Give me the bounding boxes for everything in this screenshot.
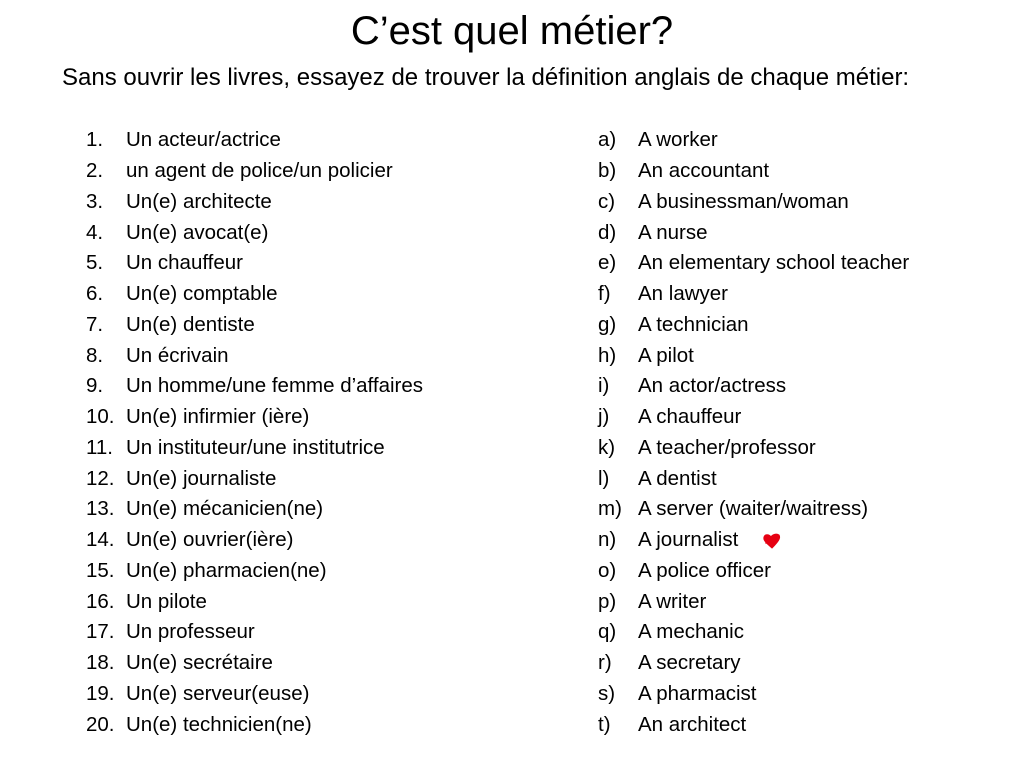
english-definition-item bbox=[598, 525, 998, 556]
english-definition-item-label: A businessman/woman bbox=[638, 189, 849, 213]
french-job-item-marker: 4. bbox=[86, 220, 104, 244]
french-job-item-marker: 15. bbox=[86, 558, 115, 582]
english-definition-item-marker: m) bbox=[598, 497, 622, 521]
english-definition-item bbox=[598, 248, 998, 279]
french-job-item-label: un agent de police/un policier bbox=[126, 159, 393, 183]
english-definition-item bbox=[598, 340, 998, 371]
english-definition-item-label: A dentist bbox=[638, 466, 717, 490]
english-definition-item-marker: a) bbox=[598, 128, 617, 152]
english-definition-item-label: A teacher/professor bbox=[638, 435, 816, 459]
french-job-item bbox=[86, 463, 566, 494]
english-definition-item bbox=[598, 310, 998, 341]
french-job-item bbox=[86, 679, 566, 710]
french-job-item-label: Un homme/une femme d’affaires bbox=[126, 374, 424, 398]
english-definition-item bbox=[598, 125, 998, 156]
french-job-item-label: Un acteur/actrice bbox=[126, 128, 281, 152]
english-definition-item-label: A pharmacist bbox=[638, 681, 757, 705]
english-definition-item-label: A technician bbox=[638, 312, 749, 336]
french-job-item-label: Un instituteur/une institutrice bbox=[126, 435, 385, 459]
english-definition-item bbox=[598, 156, 998, 187]
english-definition-item-label: A police officer bbox=[638, 558, 771, 582]
french-job-item bbox=[86, 525, 566, 556]
english-definition-item-label: An actor/actress bbox=[638, 374, 787, 398]
french-job-item bbox=[86, 340, 566, 371]
french-job-item-label: Un(e) pharmacien(ne) bbox=[126, 558, 327, 582]
french-job-item-marker: 2. bbox=[86, 159, 104, 183]
english-definition-item-label: A worker bbox=[638, 128, 718, 152]
english-definition-item-marker: k) bbox=[598, 435, 616, 459]
french-job-item-label: Un(e) comptable bbox=[126, 282, 278, 306]
english-definition-item-label: A server (waiter/waitress) bbox=[638, 497, 869, 521]
french-job-item-label: Un pilote bbox=[126, 589, 207, 613]
french-job-item-marker: 13. bbox=[86, 497, 115, 521]
french-job-item bbox=[86, 310, 566, 341]
english-definition-item-label: A pilot bbox=[638, 343, 694, 367]
english-definition-item-marker: j) bbox=[598, 405, 610, 429]
english-definition-item-marker: p) bbox=[598, 589, 617, 613]
english-definition-item bbox=[598, 371, 998, 402]
french-job-item-marker: 12. bbox=[86, 466, 115, 490]
french-job-item bbox=[86, 648, 566, 679]
english-definition-item-marker: e) bbox=[598, 251, 617, 275]
french-job-item-marker: 8. bbox=[86, 343, 104, 367]
french-job-item-marker: 7. bbox=[86, 312, 104, 336]
english-definition-item-label: An lawyer bbox=[638, 282, 729, 306]
english-definition-item-label: A writer bbox=[638, 589, 707, 613]
english-definition-item-label: An architect bbox=[638, 712, 747, 736]
french-job-item-marker: 11. bbox=[86, 435, 113, 459]
french-job-item-label: Un(e) serveur(euse) bbox=[126, 681, 310, 705]
french-job-item bbox=[86, 248, 566, 279]
french-job-item-label: Un(e) secrétaire bbox=[126, 651, 273, 675]
heart-doodle-icon bbox=[762, 532, 782, 550]
french-job-item bbox=[86, 617, 566, 648]
french-job-item-label: Un(e) infirmier (ière) bbox=[126, 405, 310, 429]
english-definition-item bbox=[598, 402, 998, 433]
english-definition-item-label: A mechanic bbox=[638, 620, 744, 644]
french-job-item bbox=[86, 586, 566, 617]
english-definition-item-label: A nurse bbox=[638, 220, 708, 244]
english-definition-item-marker: c) bbox=[598, 189, 616, 213]
english-definition-item-marker: r) bbox=[598, 651, 612, 675]
english-definition-item-label: An elementary school teacher bbox=[638, 251, 910, 275]
french-job-item bbox=[86, 433, 566, 464]
french-job-item-marker: 20. bbox=[86, 712, 115, 736]
french-job-item-marker: 10. bbox=[86, 405, 115, 429]
english-definition-item-marker: s) bbox=[598, 681, 616, 705]
english-definition-item-marker: i) bbox=[598, 374, 610, 398]
french-job-item-label: Un professeur bbox=[126, 620, 255, 644]
french-job-item-marker: 3. bbox=[86, 189, 104, 213]
english-definition-item-marker: l) bbox=[598, 466, 610, 490]
french-job-item-label: Un(e) mécanicien(ne) bbox=[126, 497, 324, 521]
french-job-item-label: Un écrivain bbox=[126, 343, 229, 367]
french-job-item-label: Un chauffeur bbox=[126, 251, 244, 275]
english-definition-item-marker: q) bbox=[598, 620, 617, 644]
english-definition-item-marker: g) bbox=[598, 312, 617, 336]
english-definition-item bbox=[598, 279, 998, 310]
french-job-item-marker: 9. bbox=[86, 374, 104, 398]
french-job-item-marker: 14. bbox=[86, 528, 115, 552]
english-definition-item-label: An accountant bbox=[638, 159, 770, 183]
english-definition-item bbox=[598, 433, 998, 464]
page-title: C’est quel métier? bbox=[350, 9, 674, 53]
french-job-item bbox=[86, 556, 566, 587]
english-definition-item-marker: t) bbox=[598, 712, 611, 736]
french-job-item-label: Un(e) technicien(ne) bbox=[126, 712, 312, 736]
french-job-list bbox=[86, 125, 566, 740]
instruction-text: Sans ouvrir les livres, essayez de trouver la définition anglais de chaque métier: bbox=[62, 64, 910, 91]
english-definition-list bbox=[598, 125, 998, 740]
french-job-item-marker: 1. bbox=[86, 128, 104, 152]
french-job-item bbox=[86, 125, 566, 156]
english-definition-item bbox=[598, 556, 998, 587]
french-job-item-marker: 17. bbox=[86, 620, 115, 644]
english-definition-item bbox=[598, 494, 998, 525]
english-definition-item bbox=[598, 709, 998, 740]
french-job-item bbox=[86, 371, 566, 402]
english-definition-item-label: A chauffeur bbox=[638, 405, 742, 429]
english-definition-item-marker: b) bbox=[598, 159, 617, 183]
english-definition-item-marker: h) bbox=[598, 343, 617, 367]
english-definition-item bbox=[598, 586, 998, 617]
french-job-item bbox=[86, 279, 566, 310]
french-job-item-marker: 6. bbox=[86, 282, 104, 306]
french-job-item-label: Un(e) ouvrier(ière) bbox=[126, 528, 294, 552]
french-job-item-marker: 16. bbox=[86, 589, 115, 613]
french-job-item bbox=[86, 217, 566, 248]
french-job-item-label: Un(e) avocat(e) bbox=[126, 220, 269, 244]
english-definition-item-marker: o) bbox=[598, 558, 617, 582]
english-definition-item-marker: f) bbox=[598, 282, 611, 306]
french-job-item-marker: 19. bbox=[86, 681, 115, 705]
english-definition-item bbox=[598, 648, 998, 679]
english-definition-item bbox=[598, 217, 998, 248]
english-definition-item-label: A journalist bbox=[638, 528, 739, 552]
english-definition-item bbox=[598, 463, 998, 494]
french-job-item bbox=[86, 494, 566, 525]
french-job-item bbox=[86, 187, 566, 218]
french-job-item bbox=[86, 156, 566, 187]
english-definition-item bbox=[598, 617, 998, 648]
english-definition-item bbox=[598, 679, 998, 710]
french-job-item-marker: 5. bbox=[86, 251, 104, 275]
french-job-item-label: Un(e) journaliste bbox=[126, 466, 277, 490]
english-definition-item-label: A secretary bbox=[638, 651, 741, 675]
english-definition-item-marker: d) bbox=[598, 220, 617, 244]
french-job-item bbox=[86, 709, 566, 740]
english-definition-item bbox=[598, 187, 998, 218]
french-job-item-label: Un(e) architecte bbox=[126, 189, 272, 213]
french-job-item-label: Un(e) dentiste bbox=[126, 312, 255, 336]
english-definition-item-marker: n) bbox=[598, 528, 617, 552]
french-job-item-marker: 18. bbox=[86, 651, 115, 675]
french-job-item bbox=[86, 402, 566, 433]
